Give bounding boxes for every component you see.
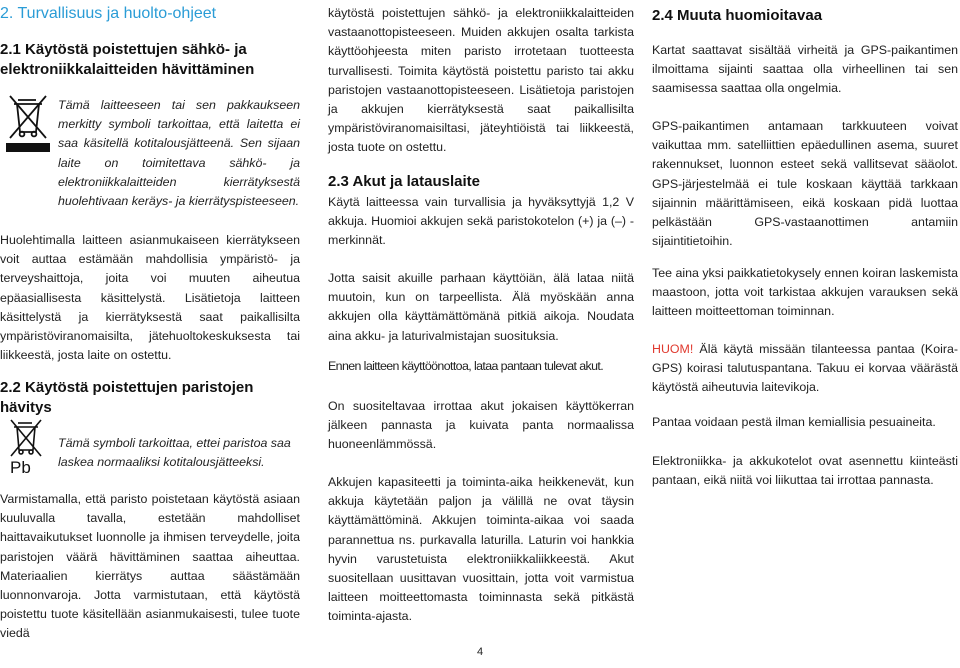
paragraph: Ennen laitteen käyttöönottoa, lataa pantaan tulevat akut.: [328, 359, 604, 373]
crossed-bin-battery-icon: [8, 418, 44, 460]
paragraph: Elektroniikka- ja akkukotelot ovat asennettu kiinteästi pantaan, eikä niitä voi liikuttaa tai irrottaa pannasta.: [652, 454, 958, 488]
paragraph: käytöstä poistettujen sähkö- ja elektroniikkalaitteiden vastaanottopisteeseen. Muiden akkujen osalta tarkista käyttöohjeesta miten paristo irrotetaan tuotteesta turvallisesti. Toimita käytöstä poistettu paristo tai akku paristojen vastaanottopisteeseen. Lisätietoja paristojen ja akkujen kierrätyksestä saat paikallisilta ympäristöviranomaisiltasi, jäteyhtiöistä tai liikkeestä, josta tuote on ostettu.: [328, 6, 634, 155]
crossed-bin-icon: [6, 92, 50, 154]
subheading-weee: 2.1 Käytöstä poistettujen sähkö- ja elektroniikkalaitteiden hävittäminen: [0, 41, 255, 78]
paragraph: Tee aina yksi paikkatietokysely ennen koiran laskemista maastoon, jotta voit tarkistaa akkujen varauksen sekä laitteen moitteettoman toiminnan.: [652, 266, 958, 319]
paragraph: On suositeltavaa irrottaa akut jokaisen käyttökerran jälkeen pannasta ja kuivata panta normaalissa huoneenlämmössä.: [328, 399, 634, 452]
section-heading: 2. Turvallisuus ja huolto-ohjeet: [0, 5, 217, 22]
subheading-batteries: 2.2 Käytöstä poistettujen paristojen hävitys: [0, 379, 254, 416]
battery-note: Tämä symboli tarkoittaa, ettei paristoa saa laskea normaaliksi kotitalousjätteeksi.: [58, 436, 291, 470]
paragraph: Käytä laitteessa vain turvallisia ja hyväksyttyjä 1,2 V akkuja. Huomioi akkujen sekä paristokotelon (+) ja (–) -merkinnät.: [328, 195, 634, 248]
subheading-chargers: 2.3 Akut ja latauslaite: [328, 173, 481, 190]
pb-label: Pb: [10, 458, 31, 477]
paragraph: Akkujen kapasiteetti ja toiminta-aika heikkenevät, kun akkuja käytetään paljon ja välillä ne ovat täysin käyttämättöminä. Akkujen toiminta-aikaa voi saada parannettua ns. purkavalla laturilla. Laturin voi hankkia hyvin varustetuista elektroniikkaliikkeestä. Akut suositellaan uusittavan vuosittain, jotta voit varmistua laitteen moitteettomasta toiminnasta sekä pitkästä toiminta-ajasta.: [328, 475, 634, 624]
paragraph: Huolehtimalla laitteen asianmukaiseen kierrätykseen voit auttaa estämään mahdollisia ympäristö- ja terveyshaittoja, joita voi muuten aiheutua epäasiallisesta käsittelystä. Lisätietoja laitteen käsittelystä ja kierrätyksestä saat paikallisilta ympäristöviranomaisilta, jätehuoltokeskuksesta tai liikkeestä, josta laite on ostettu.: [0, 233, 300, 363]
page-number: 4: [476, 646, 484, 658]
paragraph: Pantaa voidaan pestä ilman kemiallisia pesuaineita.: [652, 415, 936, 429]
warning-text: Älä käytä missään tilanteessa pantaa (Koira-GPS) koirasi talutuspantana. Takuu ei korvaa väärästä käytöstä aiheutuvia laitevikoja.: [652, 342, 958, 395]
warning-label: HUOM!: [652, 342, 694, 356]
paragraph: Jotta saisit akuille parhaan käyttöiän, älä lataa niitä muutoin, kun on tarpeellista. Älä myöskään anna akkujen olla käyttämättömänä pitkiä aikoja. Noudata aina akku- ja laturivalmistajan suosituksia.: [328, 271, 634, 343]
paragraph: Varmistamalla, että paristo poistetaan käytöstä asiaan kuuluvalla tavalla, estetään mahdolliset haittavaikutukset luonnolle ja ihmisen terveydelle, joita paristojen väärä hävittäminen saattaa aiheuttaa. Materiaalien kierrätys auttaa säästämään luonnonvaroja. Jotta varmistutaan, että käytöstä poistettu tuote käsitellään asianmukaisesti, tulee tuote viedä: [0, 492, 300, 641]
subheading-other: 2.4 Muuta huomioitavaa: [652, 7, 823, 24]
paragraph: GPS-paikantimen antamaan tarkkuuteen voivat vaikuttaa mm. satelliittien epäedullinen asema, suuret rakennukset, luonnon esteet sekä vallitsevat sääolot. GPS-järjestelmää ei tule koskaan käyttää tarkkaan sijainnin määrittämiseen, eikä koskaan pidä luottaa pelkästään GPS-vastaanottimen antamiin sijaintitietoihin.: [652, 119, 958, 249]
warning-paragraph: [652, 340, 958, 398]
weee-note: Tämä laitteeseen tai sen pakkaukseen merkitty symboli tarkoittaa, että laitetta ei saa käsitellä kotitalousjätteenä. Sen sijaan laite on toimitettava sähkö- ja elektroniikkalaitteiden kierrätyksestä huolehtivaan keräys- ja kierrätyspisteeseen.: [58, 98, 300, 209]
paragraph: Kartat saattavat sisältää virheitä ja GPS-paikantimen ilmoittama sijainti saattaa olla virheellinen tai sen saamisessa saattaa olla ongelmia.: [652, 43, 958, 96]
